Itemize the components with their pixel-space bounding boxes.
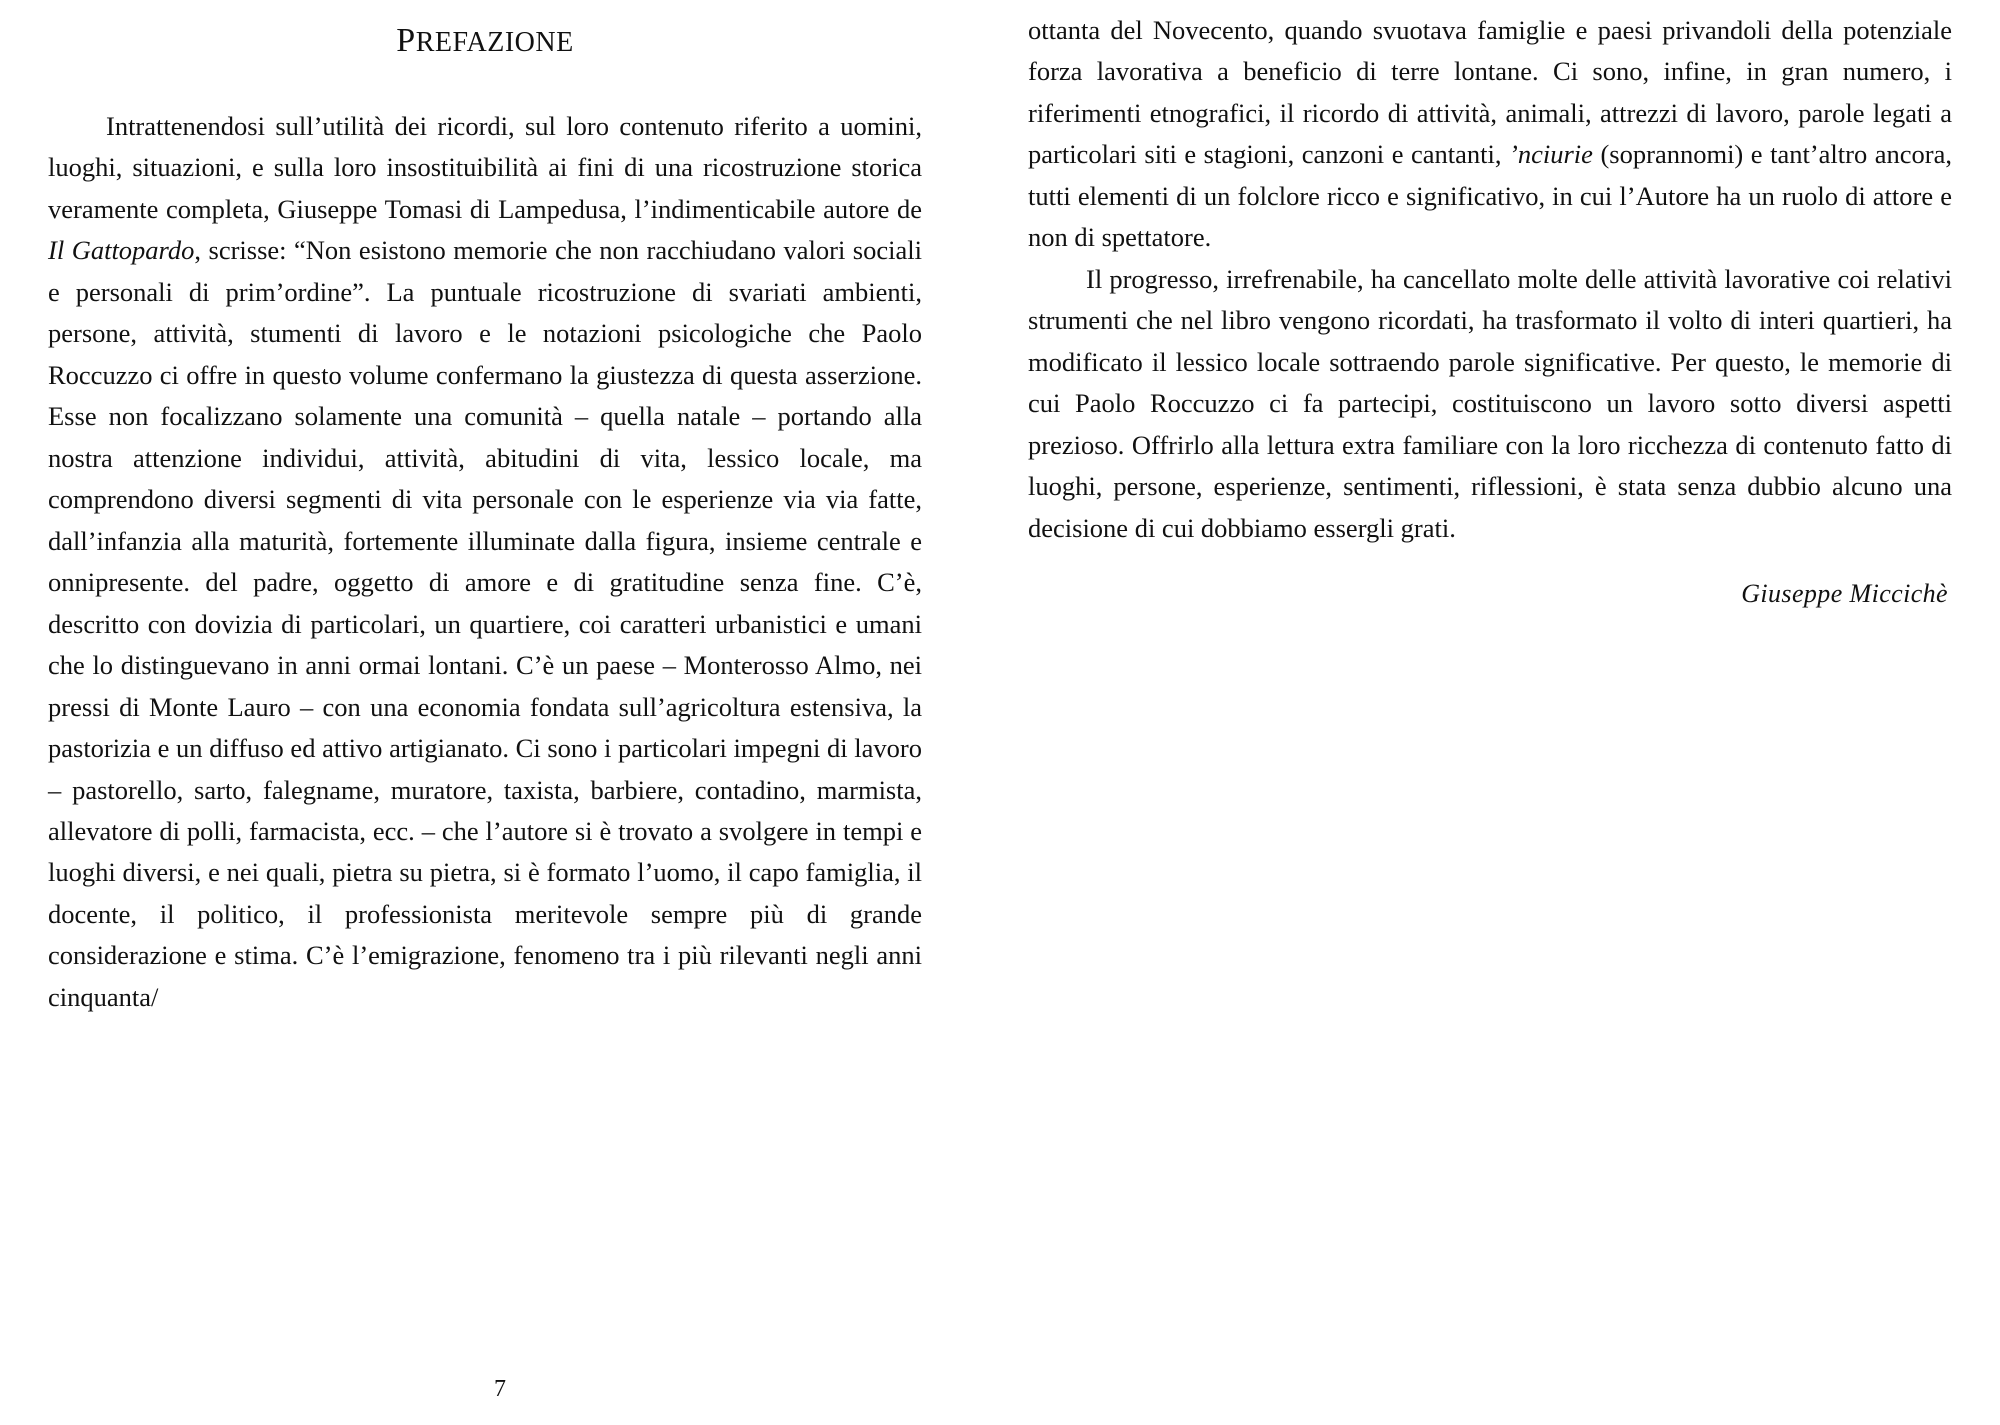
- emphasis-text: Il Gattopardo: [48, 235, 195, 266]
- paragraph: [48, 106, 922, 1018]
- page-title: [48, 22, 922, 60]
- paragraph: [1028, 10, 1952, 259]
- right-column: [1000, 0, 2000, 1425]
- text-run: Il progresso, irrefrenabile, ha cancellato molte delle attività lavorative coi relativi strumenti che nel libro vengono ricordati, ha trasformato il volto di interi quartieri, ha modificato il lessico locale sottraendo parole significative. Per questo, le memorie di cui Paolo Roccuzzo ci fa partecipi, costituiscono un lavoro sotto diversi aspetti prezioso. Offrirlo alla lettura extra familiare con la loro ricchezza di contenuto fatto di luoghi, persone, esperienze, sentimenti, riflessioni, è stata senza dubbio alcuno una decisione di cui dobbiamo essergli grati.: [1028, 263, 1952, 543]
- text-run: (soprannomi) e tant’altro ancora, tutti elementi di un folclore ricco e significativo, in cui l’Autore ha un ruolo di attore e non di spettatore.: [1028, 139, 1952, 253]
- page-title-rest: REFAZIONE: [415, 27, 574, 58]
- signature: Giuseppe Miccichè: [1741, 579, 1948, 609]
- paragraph: [1028, 259, 1952, 549]
- page-title-initial: P: [396, 22, 416, 59]
- text-run: , scrisse: “Non esistono memorie che non racchiudano valori sociali e personali di prim’ordine”. La puntuale ricostruzione di svariati ambienti, persone, attività, stumenti di lavoro e le notazioni psicologiche che Paolo Roccuzzo ci offre in questo volume confermano la giustezza di questa asserzione. Esse non focalizzano solamente una comunità – quella natale – portando alla nostra attenzione individui, attività, abitudini di vita, lessico locale, ma comprendono diversi segmenti di vita personale con le esperienze via via fatte, dall’infanzia alla maturità, fortemente illuminate dalla figura, insieme centrale e onnipresente. del padre, oggetto di amore e di gratitudine senza fine. C’è, descritto con dovizia di particolari, un quartiere, coi caratteri urbanistici e umani che lo distinguevano in anni ormai lontani. C’è un paese – Monterosso Almo, nei pressi di Monte Lauro – con una economia fondata sull’agricoltura estensiva, la pastorizia e un diffuso ed attivo artigianato. Ci sono i particolari impegni di lavoro – pastorello, sarto, falegname, muratore, taxista, barbiere, contadino, marmista, allevatore di polli, farmacista, ecc. – che l’autore si è trovato a svolgere in tempi e luoghi diversi, e nei quali, pietra su pietra, si è formato l’uomo, il capo famiglia, il docente, il politico, il professionista meritevole sempre più di grande considerazione e stima. C’è l’emigrazione, fenomeno tra i più rilevanti negli anni cinquanta/: [48, 235, 922, 1012]
- text-run: ottanta del Novecento, quando svuotava famiglie e paesi privandoli della potenziale forza lavorativa a beneficio di terre lontane. Ci sono, infine, in gran numero, i riferimenti etnografici, il ricordo di attività, animali, attrezzi di lavoro, parole legati a particolari siti e stagioni, canzoni e cantanti,: [1028, 15, 1952, 170]
- emphasis-text: ’nciurie: [1509, 139, 1593, 170]
- text-run: Intrattenendosi sull’utilità dei ricordi, sul loro contenuto riferito a uomini, luoghi, situazioni, e sulla loro insostituibilità ai fini di una ricostruzione storica veramente completa, Giuseppe Tomasi di Lampedusa, l’indimenticabile autore de: [48, 111, 922, 224]
- page-number: 7: [494, 1376, 506, 1402]
